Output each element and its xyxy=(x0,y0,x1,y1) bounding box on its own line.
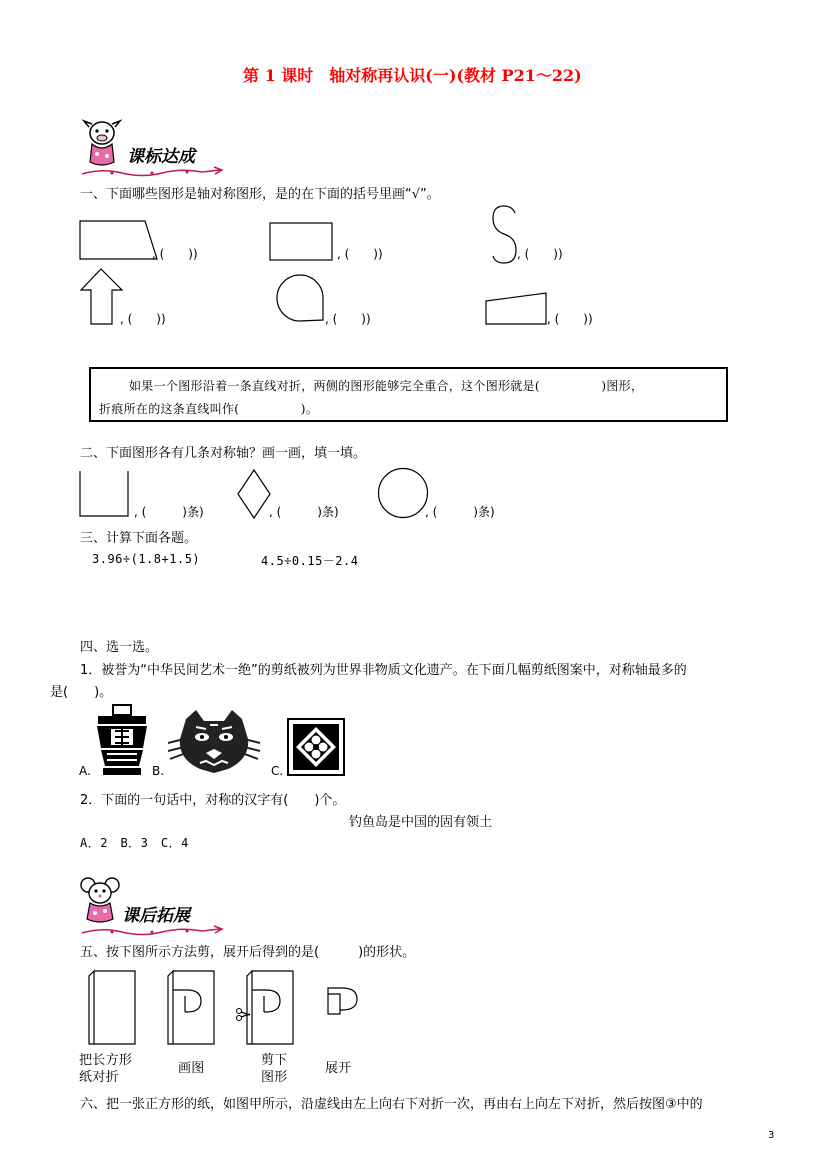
question-4-1-line-1: 1．被誉为“中华民间艺术一绝”的剪纸被列为世界非物质文化遗产。在下面几幅剪纸图案中，对称轴最多的 xyxy=(80,663,687,678)
sentence-text: 钓鱼岛是中国的固有领土 xyxy=(349,815,493,830)
circle-square-shape xyxy=(275,270,329,326)
answer-blank[interactable]: , ( )) xyxy=(517,247,563,261)
question-3-text: 三、计算下面各题。 xyxy=(80,531,198,546)
answer-blank[interactable]: , ( )) xyxy=(120,312,166,326)
answer-blank[interactable]: , ( )条) xyxy=(425,505,495,519)
page-title: 第 1 课时 轴对称再认识(一)(教材 P21～22) xyxy=(243,66,582,85)
answer-blank[interactable]: , ( )条) xyxy=(269,505,339,519)
answer-blank[interactable]: , ( )条) xyxy=(134,505,204,519)
step4-label: 展开 xyxy=(325,1061,352,1076)
answer-blank[interactable]: , ( )) xyxy=(547,312,593,326)
choices-text: A．2 B．3 C．4 xyxy=(80,836,189,850)
option-b-label: B. xyxy=(152,764,165,778)
cow-mascot-icon xyxy=(80,118,124,170)
rhombus-shape xyxy=(237,469,271,519)
definition-line-1: 如果一个图形沿着一条直线对折，两侧的图形能够完全重合，这个图形就是( )图形， xyxy=(129,379,644,393)
page-number: 3 xyxy=(768,1130,775,1141)
papercut-square-pattern-icon xyxy=(287,718,345,776)
folded-paper-step1 xyxy=(88,970,138,1046)
step1-label-b: 纸对折 xyxy=(79,1070,119,1085)
papercut-tiger-icon xyxy=(166,709,262,775)
banner-extension: 课后拓展 xyxy=(122,906,190,926)
option-c-label: C. xyxy=(271,764,284,778)
expression-1: 3.96÷(1.8+1.5) xyxy=(92,552,201,566)
answer-blank[interactable]: , ( )) xyxy=(152,247,198,261)
step3-label-b: 图形 xyxy=(261,1070,288,1085)
question-4-1-line-2: 是( )。 xyxy=(50,685,113,700)
question-2-text: 二、下面图形各有几条对称轴？画一画，填一填。 xyxy=(80,446,367,461)
unfolded-shape-step4 xyxy=(326,986,360,1016)
letter-s-shape xyxy=(490,205,520,265)
square-shape xyxy=(79,470,131,518)
trapezoid-shape xyxy=(485,292,549,326)
rectangle-shape xyxy=(269,222,333,262)
folded-paper-step2 xyxy=(167,970,217,1046)
answer-blank[interactable]: , ( )) xyxy=(337,247,383,261)
circle-shape xyxy=(377,467,429,519)
step1-label-a: 把长方形 xyxy=(79,1053,133,1068)
question-5-text: 五、按下图所示方法剪，展开后得到的是( )的形状。 xyxy=(80,945,416,960)
banner-underline xyxy=(82,925,224,937)
question-4-text: 四、选一选。 xyxy=(80,640,159,655)
option-a-label: A. xyxy=(79,764,91,778)
banner-underline xyxy=(82,166,224,178)
papercut-vase-icon xyxy=(93,704,151,776)
folded-paper-step3 xyxy=(236,970,296,1046)
step3-label-a: 剪下 xyxy=(261,1053,288,1068)
mouse-mascot-icon xyxy=(80,875,122,927)
parallelogram-shape xyxy=(79,220,159,262)
question-6-text: 六、把一张正方形的纸，如图甲所示，沿虚线由左上向右下对折一次，再由右上向左下对折，然后按图③中的 xyxy=(80,1097,703,1112)
banner-standard: 课标达成 xyxy=(127,147,195,167)
expression-2: 4.5÷0.15－2.4 xyxy=(261,554,359,568)
answer-blank[interactable]: , ( )) xyxy=(325,312,371,326)
question-4-2-text: 2．下面的一句话中，对称的汉字有( )个。 xyxy=(80,793,346,808)
definition-line-2: 折痕所在的这条直线叫作( )。 xyxy=(99,402,319,416)
step2-label: 画图 xyxy=(178,1061,205,1076)
arrow-shape xyxy=(80,268,124,326)
question-1-text: 一、下面哪些图形是轴对称图形，是的在下面的括号里画“√”。 xyxy=(80,187,440,202)
